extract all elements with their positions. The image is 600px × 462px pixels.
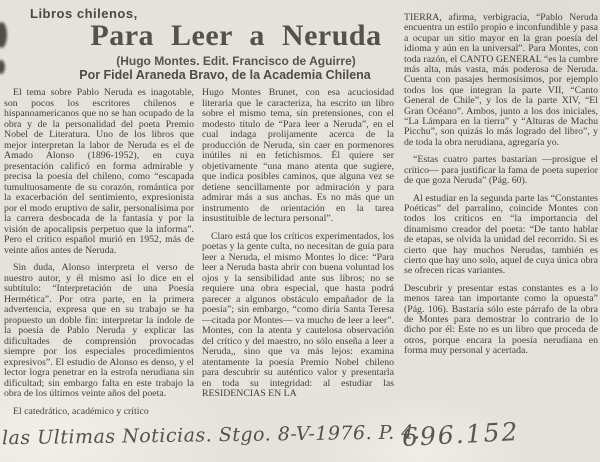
article-paragraph: El tema sobre Pablo Neruda es inagotable, son pocos los escritores chilenos e hispanoamericanos que no se han ocupado de la obra y de la personalidad del poeta Premio Nobel de Literatura. Uno de los libros que mejor interpretan la labor de Neruda es el de Amado Alonso (1896-1952), en cuya presentación calificó en forma admirable y precisa la poesía del chileno, como “escapada tumultuosamente de su corazón, romántica por la exacerbación del sentimiento, expresionista por el modo eruptivo de salir, personalísima por la carrera desbocada de la fantasía y por la visión de apocalipsis perpetuo que la informa”. Pero el crítico español murió en 1952, más de veinte años antes de Neruda. [4,88,194,256]
article-paragraph: TIERRA, afirma, verbigracia, “Pablo Neruda encuentra un estilo propio e inconfundible y pasa a ocupar un sitio mayor en la gran poesía del idioma y aún en la universal”. Para Montes, con toda razón, el CANTO GENERAL “es la cumbre más alta, más vasta, más poderosa de Neruda. Cuenta con pasajes hermosísimos, por ejemplo todos los que integran la parte VII, “Canto General de Chile”, y los de la parte XIV, “El Gran Océano”. Ambos, junto a los dos iniciales, “La Lámpara en la tierra” y “Alturas de Machu Picchu”, son quizás lo más logrado del libro”, y de toda la obra nerudiana, agregaría yo. [404,13,598,148]
article-paragraph: Claro está que los críticos experimentados, los poetas y la gente culta, no necesitan de guía para leer a Neruda, el mismo Montes lo dice: “Para leer a Neruda basta abrir con buena voluntad los ojos y la sensibilidad ante sus libros; no se requiere una obra especial, que hasta podrá parecer a algunos obstáculo empañador de la poesía”; sin embargo, “como diría Santa Teresa —citada por Montes— va mucho de leer a leer”. Montes, con la atenta y cautelosa observación del crítico y del maestro, no sólo enseña a leer a Neruda,, sino que va más lejos: examina atentamente la poesía Premio Nobel chileno para descubrir su auténtico valor y presentarla en toda su integridad: al estudiar las RESIDENCIAS EN LA [202,230,394,399]
article-paragraph: “Estas cuatro partes bastarían —prosigue el crítico— para justificar la fama de poeta superior de que goza Neruda” (Pág. 60). [404,154,598,187]
handwritten-catalog-number: 696.152 [401,416,521,453]
article-subtitle: (Hugo Montes. Edit. Francisco de Aguirre) [116,54,356,68]
ink-smudge [0,22,7,48]
article-byline: Por Fidel Araneda Bravo, de la Academia Chilena [79,68,371,82]
article-column-2 [202,88,394,440]
article-paragraph: El catedrático, académico y crítico [13,405,149,417]
ink-smudge [0,60,5,74]
article-paragraph: Hugo Montes Brunet, con esa acuciosidad literaria que le caracteriza, ha escrito un libro sobre el mismo tema, sin pretensiones, con el modesto título de “Para leer a Neruda”, en el cual indaga prolijamente acerca de la producción de Neruda, sin caer en pormenores inútiles ni en fetichismos. Él quiere ser objetivamente “una mano atenta que sugiere, que indica posibles caminos, que alguna vez se detiene sencillamente por admiración y para admirar más a sus anchas. Es no más que un instrumento de orientación en la tarea insustituible de lectura personal”. [202,88,394,224]
article-column-1 [4,88,194,440]
kicker-label: Libros chilenos, [30,6,138,21]
handwritten-source-note: las Ultimas Noticias. Stgo. 8-V-1976. P. 4. [1,421,421,450]
article-paragraph: Descubrir y presentar estas constantes es a lo menos tarea tan importante como la opuesta” (Pág. 106). Bastaría sólo este párrafo de la obra de Montes para demostrar lo contrario de lo dicho por él: Este no es un libro que proceda de otros, porque encara la poesía nerudiana en forma muy personal y acertada. [404,282,598,357]
article-paragraph: Al estudiar en la segunda parte las “Constantes Poéticas” del parralino, coincide Montes con todos los críticos en “la importancia del dinamismo creador del poeta: “De tanto hablar de etapas, se olvida la unidad del recorrido. Si es cierto que hay muchos Nerudas, también es cierto que hay uno solo, aquel de cuya única obra se ofrecen ricas variantes. [404,192,598,277]
article-paragraph: Sin duda, Alonso interpreta el verso de nuestro autor, y él mismo así lo dice en el subtítulo: “Interpretación de una Poesía Hermética”. Por otra parte, en la primera advertencia, expresa que en su trabajo se ha propuesto un doble fin: interpretar la índole de la poesía de Pablo Neruda y explicar las dificultades de comprensión provocadas siempre por los especiales procedimientos expresivos”. El estudio de Alonso es denso, y el lector logra penetrar en la estrofa nerudiana sin dificultad; sin embargo falta en este trabajo la obra de los últimos veinte años del poeta. [4,262,194,399]
article-title: Para Leer a Neruda [90,19,382,52]
article-column-3 [404,13,598,427]
